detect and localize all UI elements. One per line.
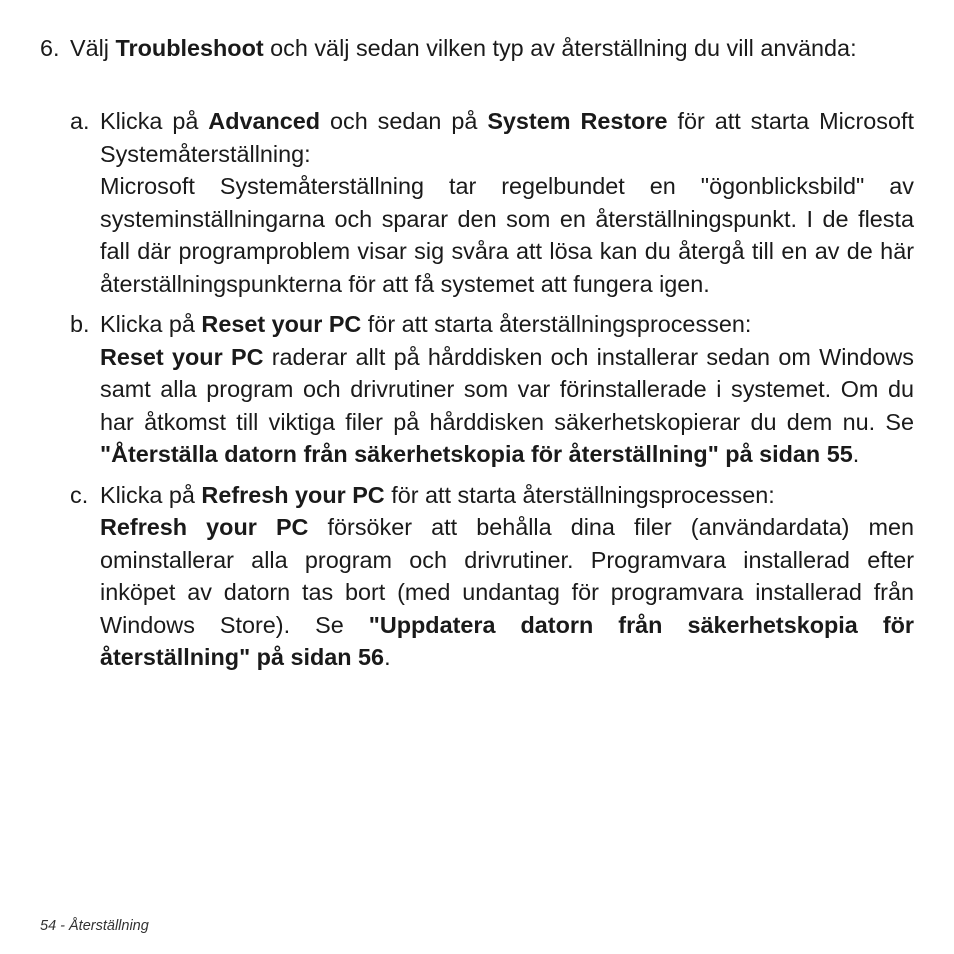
substep-c-description: Refresh your PC försöker att behålla dina filer (användardata) men ominstallerar alla program och drivrutiner. Programvara installerad efter inköpet av datorn tas bort (med undantag för programvara installerad från Windows Store). Se "Uppdatera datorn från säkerhetskopia för återställning" på sidan 56. bbox=[100, 514, 915, 670]
term-system-restore: System Restore bbox=[487, 108, 668, 134]
substep-a-instruction: Klicka på Advanced och sedan på System Restore för att starta Microsoft Systemåterställning: bbox=[100, 108, 914, 167]
step-6-text: Välj Troubleshoot och välj sedan vilken typ av återställning du vill använda: bbox=[70, 35, 857, 61]
substep-letter: b. bbox=[70, 311, 90, 337]
substep-c bbox=[70, 479, 914, 674]
substep-b-instruction: Klicka på Reset your PC för att starta återställningsprocessen: bbox=[100, 311, 752, 337]
step-6 bbox=[40, 32, 914, 65]
term-advanced: Advanced bbox=[208, 108, 321, 134]
term-refresh-your-pc: Refresh your PC bbox=[201, 481, 385, 508]
term-reset-your-pc: Reset your PC bbox=[201, 311, 362, 337]
substep-a-description: Microsoft Systemåterställning tar regelbundet en "ögonblicksbild" av systeminställningarna och sparar den som en återställningspunkt. I de flesta fall där programproblem visar sig svåra att lösa kan du återgå till en av de här återställningspunkterna för att få systemet att fungera igen. bbox=[100, 173, 914, 297]
substep-list bbox=[70, 105, 914, 682]
term-troubleshoot: Troubleshoot bbox=[115, 35, 264, 61]
substep-letter: c. bbox=[70, 481, 89, 508]
term-refresh-your-pc: Refresh your PC bbox=[100, 514, 309, 540]
substep-a bbox=[70, 105, 914, 300]
cross-reference-page-55: "Återställa datorn från säkerhetskopia för återställning" på sidan 55 bbox=[100, 441, 853, 467]
substep-letter: a. bbox=[70, 108, 90, 134]
page-footer: 54 - Återställning bbox=[40, 918, 149, 934]
substep-b bbox=[70, 308, 914, 471]
term-reset-your-pc: Reset your PC bbox=[100, 343, 264, 370]
substep-b-description: Reset your PC raderar allt på hårddisken och installerar sedan om Windows samt alla program och drivrutiner som var förinstallerade i systemet. Om du har åtkomst till viktiga filer på hårddisken säkerhetskopierar du dem nu. Se "Återställa datorn från säkerhetskopia för återställning" på sidan 55. bbox=[100, 343, 914, 467]
cross-reference-page-56: "Uppdatera datorn från säkerhetskopia för återställning" på sidan 56 bbox=[100, 611, 914, 670]
step-number: 6. bbox=[40, 35, 60, 61]
substep-c-instruction: Klicka på Refresh your PC för att starta återställningsprocessen: bbox=[100, 481, 775, 508]
